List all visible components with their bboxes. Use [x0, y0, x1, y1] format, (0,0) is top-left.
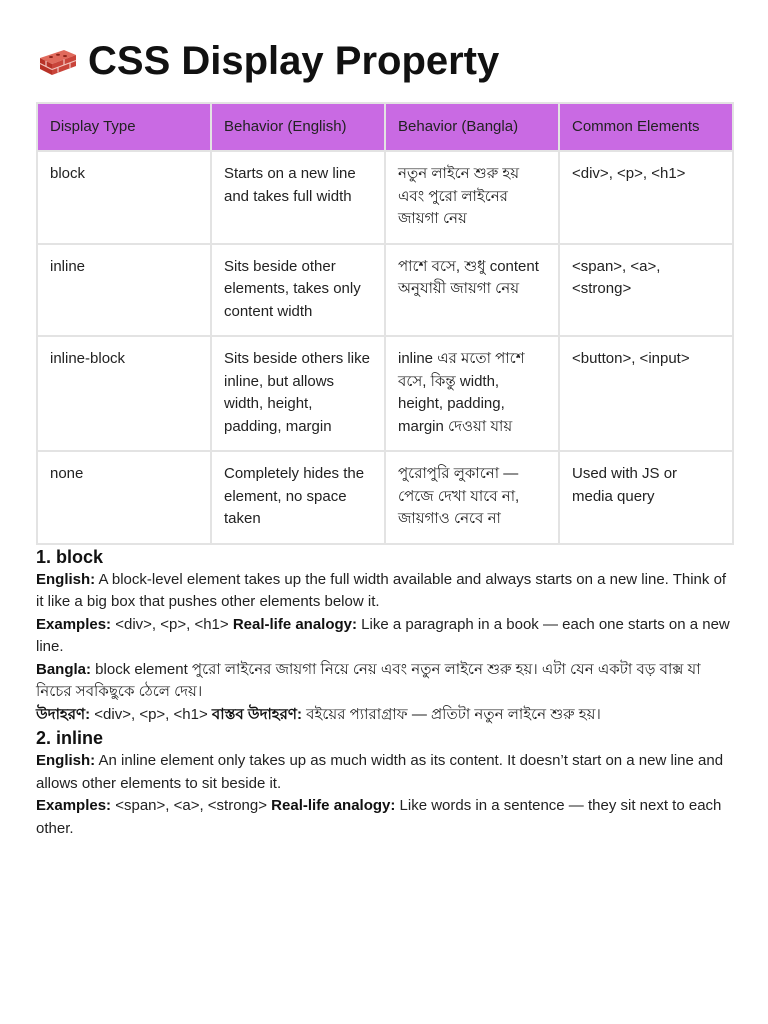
analogy-label: Real-life analogy:: [232, 615, 358, 633]
udaharon-paragraph-block: [36, 704, 732, 727]
table-cell: <button>, <input>: [559, 336, 733, 451]
examples-text: <span>, <a>, <strong>: [111, 797, 272, 814]
udaharon-label: উদাহরণ:: [36, 705, 91, 723]
bastob-label: বাস্তব উদাহরণ:: [211, 705, 303, 723]
document-page: [36, 36, 732, 840]
table-cell: পাশে বসে, শুধু content অনুযায়ী জায়গা নেয়: [385, 244, 559, 337]
examples-paragraph-block: [36, 614, 732, 659]
english-text: An inline element only takes up as much width as its content. It doesn’t start on a new line and allows other elements to sit beside it.: [36, 752, 724, 792]
table-row: [37, 244, 733, 337]
english-text: A block-level element takes up the full width available and always starts on a new line. Think of it like a big box that pushes other elements below it.: [36, 570, 727, 610]
table-cell: none: [37, 451, 211, 544]
table-row: [37, 151, 733, 244]
table-cell: Completely hides the element, no space taken: [211, 451, 385, 544]
english-paragraph-block: [36, 569, 732, 614]
bastob-text: বইয়ের প্যারাগ্রাফ — প্রতিটা নতুন লাইনে শুরু হয়।: [302, 705, 601, 723]
english-label: English:: [36, 570, 96, 588]
bangla-label: Bangla:: [36, 660, 92, 678]
analogy-text: Like words in a sentence — they sit next to each other.: [36, 797, 722, 837]
english-label: English:: [36, 752, 96, 769]
table-cell: <span>, <a>, <strong>: [559, 244, 733, 337]
section-heading-block: 1. block: [36, 546, 104, 567]
table-row: [37, 451, 733, 544]
table-cell: Sits beside others like inline, but allows width, height, padding, margin: [211, 336, 385, 451]
table-header-row: [37, 103, 733, 151]
table-cell: <div>, <p>, <h1>: [559, 151, 733, 244]
column-header: Display Type: [37, 103, 211, 151]
bangla-text: block element পুরো লাইনের জায়গা নিয়ে নেয় এবং নতুন লাইনে শুরু হয়। এটা যেন একটা বড় বাক্স যা নিচের সবকিছুকে ঠেলে দেয়।: [36, 660, 701, 700]
table-cell: Starts on a new line and takes full width: [211, 151, 385, 244]
udaharon-text: <div>, <p>, <h1>: [90, 705, 212, 723]
table-cell: inline এর মতো পাশে বসে, কিন্তু width, height, padding, margin দেওয়া যায়: [385, 336, 559, 451]
table-cell: Sits beside other elements, takes only content width: [211, 244, 385, 337]
english-paragraph-inline: [36, 750, 732, 795]
table-cell: block: [37, 151, 211, 244]
column-header: Behavior (English): [211, 103, 385, 151]
examples-label: Examples:: [36, 797, 112, 814]
table-cell: Used with JS or media query: [559, 451, 733, 544]
page-title: CSS Display Property: [88, 39, 500, 83]
title-row: [36, 36, 732, 86]
column-header: Behavior (Bangla): [385, 103, 559, 151]
section-heading-inline: 2. inline: [36, 728, 104, 748]
analogy-label: Real-life analogy:: [271, 797, 396, 814]
table-cell: পুরোপুরি লুকানো — পেজে দেখা যাবে না, জায়গাও নেবে না: [385, 451, 559, 544]
table-cell: inline-block: [37, 336, 211, 451]
analogy-text: Like a paragraph in a book — each one starts on a new line.: [36, 615, 730, 655]
table-cell: inline: [37, 244, 211, 337]
display-table: [36, 102, 734, 545]
table-cell: নতুন লাইনে শুরু হয় এবং পুরো লাইনের জায়গা নেয়: [385, 151, 559, 244]
brick-icon: [36, 44, 80, 78]
bangla-paragraph-block: [36, 659, 732, 704]
examples-text: <div>, <p>, <h1>: [111, 615, 233, 633]
column-header: Common Elements: [559, 103, 733, 151]
examples-label: Examples:: [36, 615, 112, 633]
table-row: [37, 336, 733, 451]
examples-paragraph-inline: [36, 795, 732, 840]
